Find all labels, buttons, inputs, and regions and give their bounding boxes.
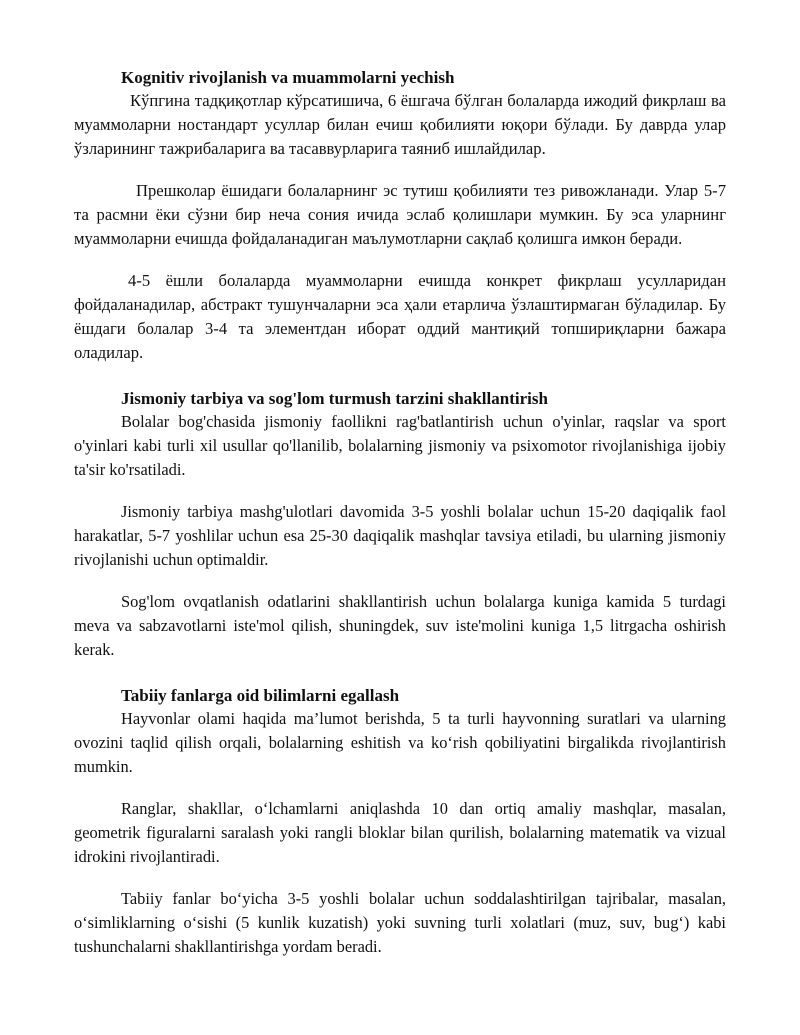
paragraph: Кўпгина тадқиқотлар кўрсатишича, 6 ёшгача бўлган болаларда ижодий фикрлаш ва муаммоларни ностандарт усуллар билан ечиш қобилияти юқори бўлади. Бу даврда улар ўзларининг тажрибаларига ва тасаввурларига таяниб ишлайдилар. — [74, 91, 726, 158]
section-heading: Jismoniy tarbiya va sog'lom turmush tarzini shakllantirish — [121, 389, 548, 408]
section-natural-sciences — [74, 684, 726, 959]
document-page — [74, 66, 726, 959]
paragraph: Ranglar, shakllar, o‘lchamlarni aniqlashda 10 dan ortiq amaliy mashqlar, masalan, geometrik figuralarni saralash yoki rangli bloklar bilan qurilish, bolalarning matematik va vizual idrokini rivojlantiradi. — [74, 799, 726, 866]
section-cognitive — [74, 66, 726, 365]
paragraph: Bolalar bog'chasida jismoniy faollikni rag'batlantirish uchun o'yinlar, raqslar va sport o'yinlari kabi turli xil usullar qo'llanilib, bolalarning jismoniy va psixomotor rivojlanishiga ijobiy ta'sir ko'rsatiladi. — [74, 412, 726, 479]
paragraph: Tabiiy fanlar bo‘yicha 3-5 yoshli bolalar uchun soddalashtirilgan tajribalar, masalan, o‘simliklarning o‘sishi (5 kunlik kuzatish) yoki suvning turli xolatlari (muz, suv, bug‘) kabi tushunchalarni shakllantirishga yordam beradi. — [74, 889, 726, 956]
section-heading: Tabiiy fanlarga oid bilimlarni egallash — [121, 686, 400, 705]
paragraph: Sog'lom ovqatlanish odatlarini shakllantirish uchun bolalarga kuniga kamida 5 turdagi meva va sabzavotlarni iste'mol qilish, shuningdek, suv iste'molini kuniga 1,5 litrgacha oshirish kerak. — [74, 592, 726, 659]
paragraph: Hayvonlar olami haqida ma’lumot berishda, 5 ta turli hayvonning suratlari va ularning ovozini taqlid qilish orqali, bolalarning eshitish va ko‘rish qobiliyatini birgalikda rivojlantirish mumkin. — [74, 709, 726, 776]
paragraph: Прешколар ёшидаги болаларнинг эс тутиш қобилияти тез ривожланади. Улар 5-7 та расмни ёки сўзни бир неча сония ичида эслаб қолишлари мумкин. Бу эса уларнинг муаммоларни ечишда фойдаланадиган маълумотларни сақлаб қолишга имкон беради. — [74, 181, 726, 248]
paragraph: 4-5 ёшли болаларда муаммоларни ечишда конкрет фикрлаш усулларидан фойдаланадилар, абстракт тушунчаларни эса ҳали етарлича ўзлаштирмаган бўладилар. Бу ёшдаги болалар 3-4 та элементдан иборат оддий мантиқий топшириқларни бажара оладилар. — [74, 271, 726, 362]
section-physical — [74, 387, 726, 662]
paragraph: Jismoniy tarbiya mashg'ulotlari davomida 3-5 yoshli bolalar uchun 15-20 daqiqalik faol harakatlar, 5-7 yoshlilar uchun esa 25-30 daqiqalik mashqlar tavsiya etiladi, bu ularning jismoniy rivojlanishi uchun optimaldir. — [74, 502, 726, 569]
section-heading: Kognitiv rivojlanish va muammolarni yechish — [121, 68, 455, 87]
